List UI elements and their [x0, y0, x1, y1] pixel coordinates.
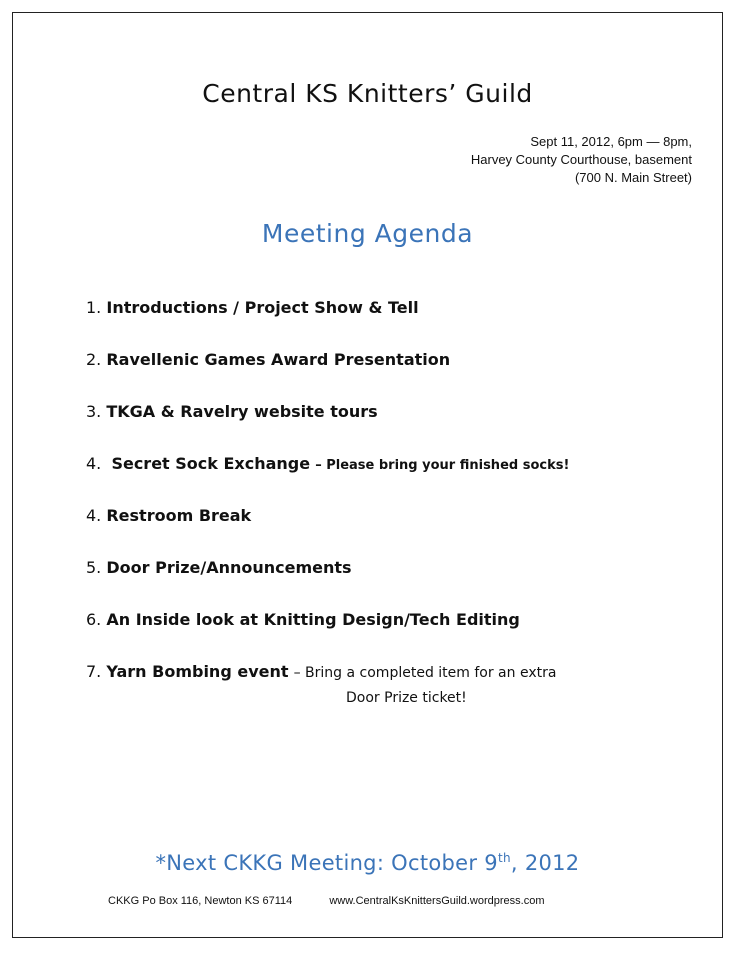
- agenda-item-number: 1.: [86, 298, 102, 317]
- agenda-title: Meeting Agenda: [261, 219, 474, 248]
- agenda-item-text: Yarn Bombing event: [106, 662, 289, 681]
- agenda-item-text: Door Prize/Announcements: [106, 558, 352, 577]
- meeting-location: Harvey County Courthouse, basement: [470, 152, 692, 167]
- agenda-item-number: 4.: [86, 506, 102, 525]
- meeting-date-time: Sept 11, 2012, 6pm — 8pm,: [530, 134, 692, 149]
- agenda-item: [86, 506, 251, 525]
- flyer-page: [12, 12, 723, 938]
- guild-title: Central KS Knitters’ Guild: [202, 79, 533, 108]
- agenda-item-note: – Bring a completed item for an extra: [293, 665, 557, 681]
- agenda-item: [86, 454, 569, 473]
- agenda-item-text: An Inside look at Knitting Design/Tech Editing: [106, 610, 520, 629]
- agenda-item: [86, 662, 556, 681]
- next-meeting-ordinal: th: [497, 851, 511, 865]
- agenda-item: [86, 558, 352, 577]
- agenda-item-number: 3.: [86, 402, 102, 421]
- footer-website[interactable]: www.CentralKsKnittersGuild.wordpress.com: [329, 895, 545, 907]
- agenda-item: [86, 402, 378, 421]
- footer: [108, 895, 545, 907]
- agenda-item-text: Restroom Break: [106, 506, 252, 525]
- footer-address: CKKG Po Box 116, Newton KS 67114: [108, 895, 293, 907]
- agenda-item-number: 6.: [86, 610, 102, 629]
- agenda-item-text: Ravellenic Games Award Presentation: [106, 350, 451, 369]
- agenda-item-number: 7.: [86, 662, 102, 681]
- agenda-item: [86, 298, 419, 317]
- agenda-item-number: 2.: [86, 350, 102, 369]
- next-meeting-prefix: *Next CKKG Meeting: October 9: [155, 851, 498, 875]
- meeting-address: (700 N. Main Street): [574, 170, 692, 185]
- agenda-item-note: – Please bring your finished socks!: [315, 458, 570, 473]
- agenda-item: [86, 610, 520, 629]
- agenda-item-text: Secret Sock Exchange: [111, 454, 311, 473]
- next-meeting: [13, 851, 722, 875]
- agenda-item-text: TKGA & Ravelry website tours: [106, 402, 378, 421]
- agenda-item-number: 4.: [86, 454, 102, 473]
- agenda-item-number: 5.: [86, 558, 102, 577]
- agenda-item: [86, 350, 450, 369]
- agenda-item-note-continued: Door Prize ticket!: [346, 690, 467, 706]
- meeting-info: [471, 133, 692, 187]
- agenda-item-text: Introductions / Project Show & Tell: [106, 298, 419, 317]
- next-meeting-year: , 2012: [510, 851, 580, 875]
